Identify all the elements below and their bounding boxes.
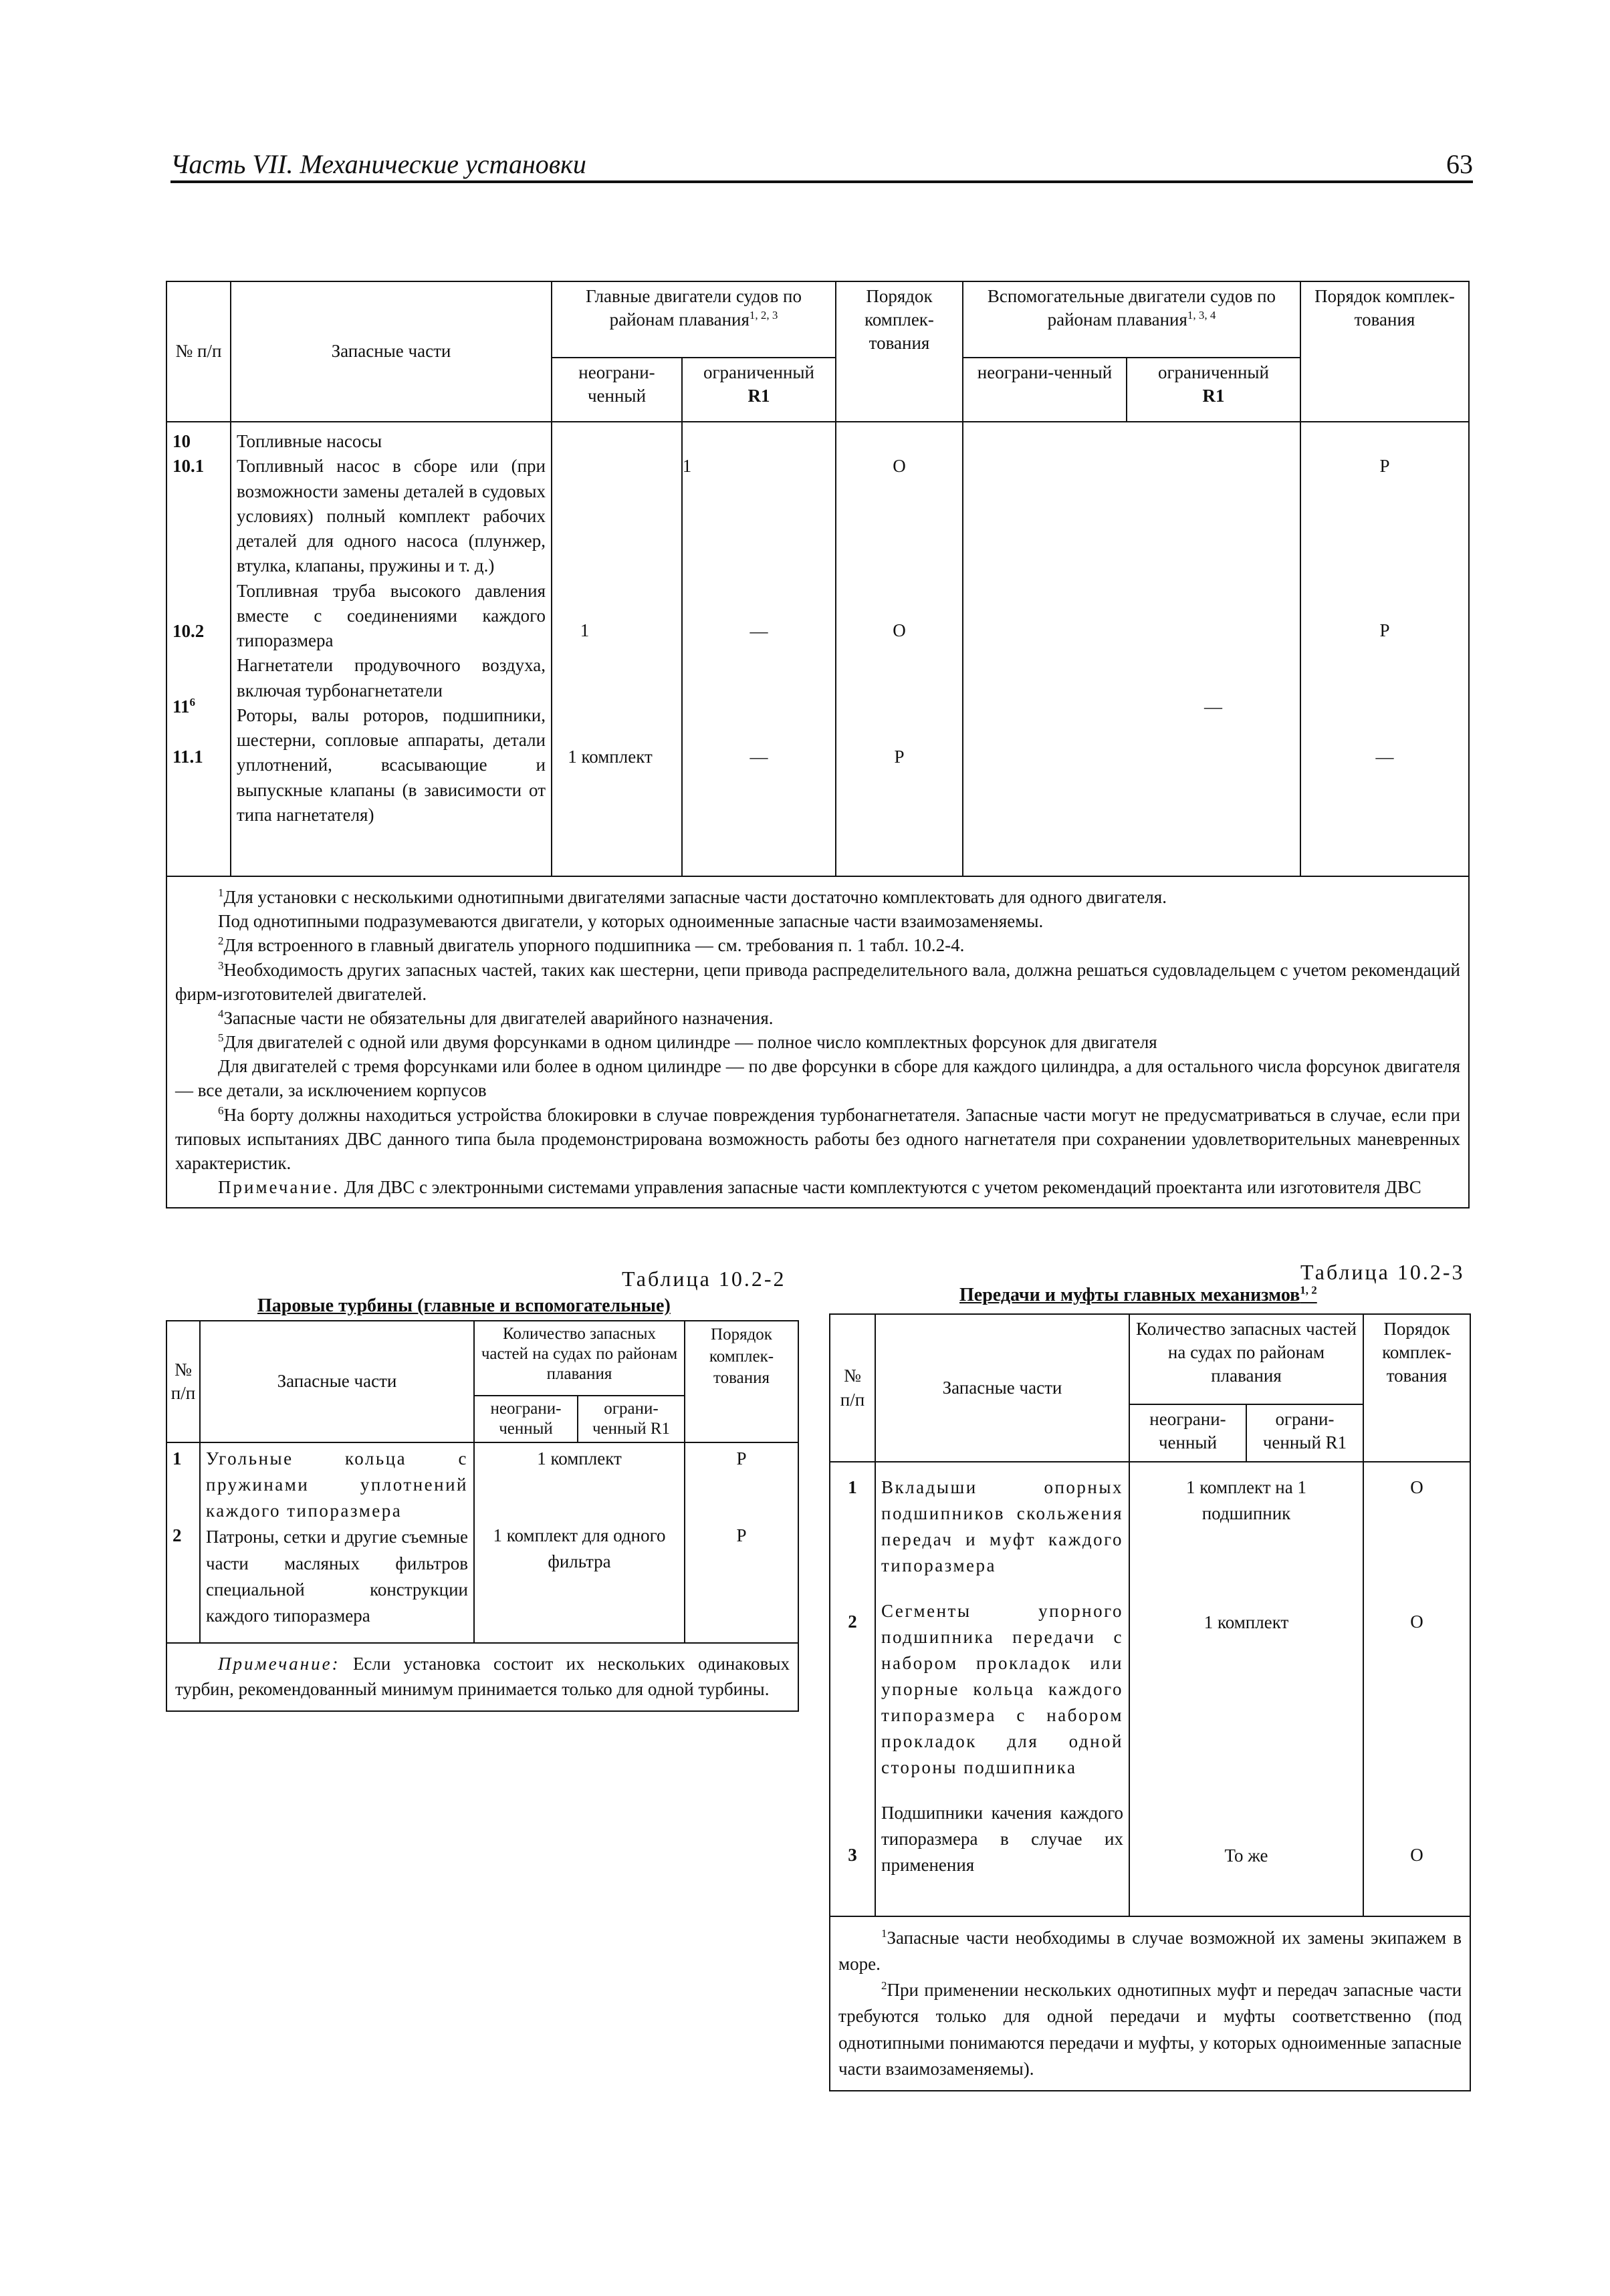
qty-values: 1 комплект на 1 подшипник 1 комплект То же bbox=[1129, 1462, 1363, 1916]
col-header-num: № п/п bbox=[166, 1321, 200, 1442]
footnote: $^5$Для двигателей с одной или двумя форсунками в одном цилиндре — полное число комплектных форсунок для двигателя bbox=[218, 1031, 1157, 1053]
list-item: Вкладыши опорных подшипников скольжения передач и муфт каждого типоразмера bbox=[881, 1477, 1123, 1576]
col-header-qty: Количество запасных частей на судах по районам плавания bbox=[1129, 1314, 1363, 1404]
table2-name: Паровые турбины (главные и вспомогательные) bbox=[257, 1295, 671, 1316]
col-header-order: Порядок комплек-тования bbox=[685, 1321, 798, 1442]
subheader-limited-aux: ограниченный R1 bbox=[1127, 358, 1300, 422]
col-header-parts: Запасные части bbox=[200, 1321, 474, 1442]
engine-spare-parts-table bbox=[166, 281, 1470, 1208]
steam-turbines-table bbox=[166, 1320, 799, 1712]
qty-values: 1 комплект 1 комплект для одного фильтра bbox=[474, 1442, 685, 1643]
footnote: Для двигателей с тремя форсунками или более в одном цилиндре — по две форсунки в сборе для каждого цилиндра, а для остального числа форсунок двигателя — все детали, за исключением корпусов bbox=[175, 1056, 1460, 1101]
row-parts bbox=[231, 422, 552, 876]
col-header-parts: Запасные части bbox=[875, 1314, 1129, 1462]
row-parts bbox=[875, 1462, 1129, 1916]
order-values: Р Р bbox=[685, 1442, 798, 1643]
row-parts bbox=[200, 1442, 474, 1643]
order-values: О О Р bbox=[836, 422, 963, 876]
gears-couplings-table bbox=[829, 1313, 1471, 2091]
list-item: Топливная труба высокого давления вместе с соединениями каждого типоразмера bbox=[237, 580, 546, 650]
footnote: $^2$При применении нескольких однотипных муфт и передач запасные части требуются только для одной передачи и муфты соответственно (под однотипными понимаются передачи и муфты, у которых одноименные запасные части взаимозаменяемы). bbox=[838, 1979, 1462, 2079]
footnote: $^6$На борту должны находиться устройства блокировки в случае повреждения турбонагнетателя. Запасные части могут не предусматриваться в случае, если при типовых испытаниях ДВС данного типа была продемонстрирована возможность работы без одного нагнетателя при сохранении удовлетворительных маневренных характеристик. bbox=[175, 1104, 1460, 1173]
main-unlimited-values: 1 1 1 комплект bbox=[552, 422, 682, 876]
list-item: Подшипники качения каждого типоразмера в случае их применения bbox=[881, 1802, 1123, 1875]
col-header-main-engines: Главные двигатели судов по районам плавания$^{1, 2, 3}$ bbox=[552, 281, 836, 358]
subheader-limited: ограни-ченный R1 bbox=[1246, 1404, 1363, 1462]
aux-unlimited-values bbox=[963, 422, 1127, 876]
footnote: Под однотипными подразумеваются двигатели, у которых одноименные запасные части взаимозаменяемы. bbox=[218, 911, 1044, 932]
list-item: Патроны, сетки и другие съемные части масляных фильтров специальной конструкции каждого типоразмера bbox=[206, 1527, 468, 1626]
table1-note: Примечание. Для ДВС с электронными системами управления запасные части комплектуются с учетом рекомендаций проектанта или изготовителя ДВС bbox=[218, 1177, 1421, 1198]
table2-label: Таблица 10.2-2 bbox=[622, 1267, 786, 1291]
table3-name: Передачи и муфты главных механизмов$^{1, 2}$ bbox=[959, 1283, 1317, 1305]
row-numbers: 1 2 bbox=[166, 1442, 200, 1643]
subheader-unlimited: неограни-ченный bbox=[1129, 1404, 1246, 1462]
col-header-qty: Количество запасных частей на судах по районам плавания bbox=[474, 1321, 685, 1396]
footnote: $^2$Для встроенного в главный двигатель упорного подшипника — см. требования п. 1 табл. 10.2-4. bbox=[218, 934, 965, 956]
row-numbers: 1 2 3 bbox=[830, 1462, 875, 1916]
col-header-order: Порядок комплек-тования bbox=[836, 281, 963, 422]
col-header-num: № п/п bbox=[830, 1314, 875, 1462]
list-item: Роторы, валы роторов, подшипники, шестерни, сопловые аппараты, детали уплотнений, всасывающие и выпускные клапаны (в зависимости от типа нагнетателя) bbox=[237, 705, 546, 825]
row-numbers: 10 10.1 10.2 $11^6$ 11.1 bbox=[166, 422, 231, 876]
table2-note: Примечание: Если установка состоит их нескольких одинаковых турбин, рекомендованный минимум принимается только для одной турбины. bbox=[166, 1643, 798, 1711]
section-title: Часть VII. Механические установки bbox=[170, 149, 586, 179]
col-header-parts: Запасные части bbox=[231, 281, 552, 422]
table3-footnotes bbox=[830, 1916, 1470, 2091]
order2-values: Р Р — bbox=[1300, 422, 1469, 876]
col-header-order2: Порядок комплек-тования bbox=[1300, 281, 1469, 422]
footnote: $^1$Для установки с несколькими однотипными двигателями запасные части достаточно комплектовать для одного двигателя. bbox=[218, 886, 1167, 907]
list-item: Топливный насос в сборе или (при возможности замены деталей в судовых условиях) полный комплект рабочих деталей для одного насоса (плунжер, втулка, клапаны, пружины и т. д.) bbox=[237, 456, 546, 576]
subheader-limited: ограниченный R1 bbox=[682, 358, 836, 422]
col-header-aux-engines: Вспомогательные двигатели судов по районам плавания$^{1, 3, 4}$ bbox=[963, 281, 1300, 358]
col-header-num: № п/п bbox=[166, 281, 231, 422]
subheader-unlimited: неограни-ченный bbox=[552, 358, 682, 422]
subheader-unlimited-aux: неограни-ченный bbox=[963, 358, 1127, 422]
main-limited-values: — — bbox=[682, 422, 836, 876]
table3-label: Таблица 10.2-3 bbox=[1300, 1260, 1465, 1284]
footnote: $^4$Запасные части не обязательны для двигателей аварийного назначения. bbox=[218, 1007, 774, 1028]
list-item: Сегменты упорного подшипника передачи с набором прокладок или упорные кольца каждого типоразмера с набором прокладок для одной стороны подшипника bbox=[881, 1600, 1123, 1778]
page-number: 63 bbox=[1446, 149, 1473, 179]
order-values: О О О bbox=[1363, 1462, 1470, 1916]
footnote: $^1$Запасные части необходимы в случае возможной их замены экипажем в море. bbox=[838, 1927, 1462, 1974]
footnote: $^3$Необходимость других запасных частей, таких как шестерни, цепи привода распределительного вала, должна решаться судовладельцем с учетом рекомендаций фирм-изготовителей двигателей. bbox=[175, 959, 1460, 1004]
list-item: Нагнетатели продувочного воздуха, включая турбонагнетатели bbox=[237, 655, 546, 700]
header-rule bbox=[170, 180, 1473, 183]
aux-limited-values: — bbox=[1127, 422, 1300, 876]
list-item: Угольные кольца с пружинами уплотнений каждого типоразмера bbox=[206, 1448, 468, 1521]
table1-footnotes bbox=[166, 876, 1469, 1208]
list-item: Топливные насосы bbox=[237, 431, 382, 451]
col-header-order: Порядок комплек-тования bbox=[1363, 1314, 1470, 1462]
subheader-limited: ограни-ченный R1 bbox=[578, 1396, 685, 1442]
subheader-unlimited: неограни-ченный bbox=[474, 1396, 578, 1442]
